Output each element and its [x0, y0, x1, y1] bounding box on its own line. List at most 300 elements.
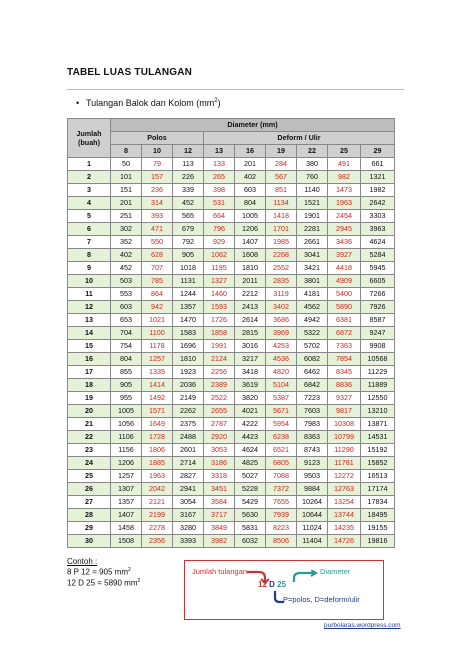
diameter-header: Diameter (mm)	[111, 119, 395, 132]
row-count-cell: 17	[68, 366, 111, 379]
row-count-cell: 23	[68, 444, 111, 457]
area-cell: 5387	[266, 392, 297, 405]
area-cell: 14531	[361, 431, 395, 444]
area-cell: 1257	[111, 470, 142, 483]
area-cell: 7854	[328, 353, 361, 366]
row-count-cell: 22	[68, 431, 111, 444]
area-cell: 1963	[142, 470, 173, 483]
diameter-col-header: 19	[266, 145, 297, 158]
area-cell: 1583	[173, 327, 204, 340]
area-cell: 2945	[328, 223, 361, 236]
area-cell: 2714	[173, 457, 204, 470]
area-cell: 1021	[142, 314, 173, 327]
area-cell: 1327	[204, 275, 235, 288]
table-row	[68, 223, 395, 236]
area-cell: 1885	[142, 457, 173, 470]
area-cell: 5671	[266, 405, 297, 418]
area-cell: 1056	[111, 418, 142, 431]
deform-header: Deform / Ulir	[204, 132, 395, 145]
area-cell: 11404	[297, 535, 328, 548]
row-count-cell: 29	[68, 522, 111, 535]
area-cell: 1492	[142, 392, 173, 405]
page-title: TABEL LUAS TULANGAN	[67, 67, 193, 78]
row-count-cell: 21	[68, 418, 111, 431]
area-cell: 8223	[266, 522, 297, 535]
row-count-cell: 26	[68, 483, 111, 496]
table-row	[68, 327, 395, 340]
area-cell: 1728	[142, 431, 173, 444]
row-count-cell: 16	[68, 353, 111, 366]
diameter-row	[68, 145, 395, 158]
area-cell: 1810	[173, 353, 204, 366]
row-count-cell: 8	[68, 249, 111, 262]
area-cell: 2815	[235, 327, 266, 340]
area-cell: 4418	[328, 262, 361, 275]
area-cell: 804	[111, 353, 142, 366]
area-cell: 3584	[204, 496, 235, 509]
row-count-cell: 1	[68, 158, 111, 171]
area-cell: 2552	[266, 262, 297, 275]
legend-code-type: D	[269, 580, 275, 589]
subtitle-sup: 2	[214, 98, 218, 104]
table-row	[68, 275, 395, 288]
area-cell: 9884	[297, 483, 328, 496]
area-cell: 251	[111, 210, 142, 223]
area-cell: 201	[235, 158, 266, 171]
legend-diameter: Diameter	[320, 567, 351, 576]
area-cell: 1696	[173, 340, 204, 353]
area-cell: 491	[328, 158, 361, 171]
area-cell: 1726	[204, 314, 235, 327]
area-cell: 1257	[142, 353, 173, 366]
polos-header: Polos	[111, 132, 204, 145]
area-cell: 1923	[173, 366, 204, 379]
area-cell: 1473	[328, 184, 361, 197]
area-cell: 942	[142, 301, 173, 314]
jumlah-header	[68, 119, 111, 158]
area-cell: 7266	[361, 288, 395, 301]
area-cell: 2642	[361, 197, 395, 210]
area-cell: 6082	[297, 353, 328, 366]
area-cell: 785	[142, 275, 173, 288]
area-cell: 1458	[111, 522, 142, 535]
area-cell: 5284	[361, 249, 395, 262]
row-count-cell: 11	[68, 288, 111, 301]
area-cell: 1806	[142, 444, 173, 457]
area-cell: 1407	[111, 509, 142, 522]
area-cell: 7655	[266, 496, 297, 509]
row-count-cell: 28	[68, 509, 111, 522]
area-cell: 679	[173, 223, 204, 236]
area-cell: 503	[111, 275, 142, 288]
area-cell: 16513	[361, 470, 395, 483]
area-cell: 1858	[204, 327, 235, 340]
area-cell: 2827	[173, 470, 204, 483]
area-cell: 3280	[173, 522, 204, 535]
diameter-col-header: 12	[173, 145, 204, 158]
row-count-cell: 24	[68, 457, 111, 470]
row-count-cell: 3	[68, 184, 111, 197]
area-cell: 11781	[328, 457, 361, 470]
arrow-diameter-icon	[289, 570, 319, 584]
area-cell: 2522	[204, 392, 235, 405]
area-cell: 1206	[111, 457, 142, 470]
area-cell: 3619	[235, 379, 266, 392]
area-cell: 19816	[361, 535, 395, 548]
table-row	[68, 457, 395, 470]
area-cell: 1460	[204, 288, 235, 301]
table-row	[68, 197, 395, 210]
jumlah-label: Jumlah	[76, 129, 102, 138]
area-cell: 5228	[235, 483, 266, 496]
row-count-cell: 2	[68, 171, 111, 184]
area-cell: 13254	[328, 496, 361, 509]
area-cell: 7363	[328, 340, 361, 353]
area-cell: 5702	[297, 340, 328, 353]
table-body	[68, 158, 395, 548]
area-cell: 603	[235, 184, 266, 197]
area-cell: 1407	[235, 236, 266, 249]
area-cell: 1106	[111, 431, 142, 444]
table-row	[68, 379, 395, 392]
area-cell: 1418	[266, 210, 297, 223]
area-cell: 452	[111, 262, 142, 275]
notation-legend	[184, 560, 384, 620]
table-row	[68, 353, 395, 366]
area-cell: 3969	[266, 327, 297, 340]
table-row	[68, 184, 395, 197]
area-cell: 302	[111, 223, 142, 236]
area-cell: 12272	[328, 470, 361, 483]
area-cell: 8345	[328, 366, 361, 379]
area-cell: 3016	[235, 340, 266, 353]
area-cell: 284	[266, 158, 297, 171]
area-cell: 398	[204, 184, 235, 197]
row-count-cell: 20	[68, 405, 111, 418]
area-cell: 8743	[297, 444, 328, 457]
area-cell: 3393	[173, 535, 204, 548]
area-cell: 2199	[142, 509, 173, 522]
area-cell: 11290	[328, 444, 361, 457]
table-row	[68, 522, 395, 535]
area-cell: 2389	[204, 379, 235, 392]
area-cell: 1608	[235, 249, 266, 262]
area-cell: 1195	[204, 262, 235, 275]
area-cell: 1005	[235, 210, 266, 223]
area-cell: 5322	[297, 327, 328, 340]
row-count-cell: 6	[68, 223, 111, 236]
table-row	[68, 418, 395, 431]
area-cell: 905	[111, 379, 142, 392]
area-cell: 133	[204, 158, 235, 171]
row-count-cell: 27	[68, 496, 111, 509]
area-cell: 8506	[266, 535, 297, 548]
table-row	[68, 314, 395, 327]
row-count-cell: 18	[68, 379, 111, 392]
area-cell: 1134	[266, 197, 297, 210]
area-cell: 3801	[297, 275, 328, 288]
area-cell: 4624	[361, 236, 395, 249]
area-cell: 393	[142, 210, 173, 223]
row-count-cell: 13	[68, 314, 111, 327]
area-cell: 8587	[361, 314, 395, 327]
row-count-cell: 30	[68, 535, 111, 548]
area-cell: 7939	[266, 509, 297, 522]
area-cell: 15192	[361, 444, 395, 457]
area-cell: 4562	[297, 301, 328, 314]
area-cell: 804	[235, 197, 266, 210]
area-cell: 565	[173, 210, 204, 223]
example-line-1	[67, 566, 140, 577]
legend-code-n: 12	[258, 580, 267, 589]
area-cell: 1991	[204, 340, 235, 353]
area-cell: 7223	[297, 392, 328, 405]
area-cell: 9817	[328, 405, 361, 418]
area-cell: 2488	[173, 431, 204, 444]
area-cell: 3717	[204, 509, 235, 522]
area-cell: 1307	[111, 483, 142, 496]
table-row	[68, 171, 395, 184]
area-cell: 380	[297, 158, 328, 171]
table-row	[68, 496, 395, 509]
diameter-col-header: 29	[361, 145, 395, 158]
table-row	[68, 262, 395, 275]
area-cell: 3963	[361, 223, 395, 236]
area-cell: 792	[173, 236, 204, 249]
area-cell: 10799	[328, 431, 361, 444]
area-cell: 4909	[328, 275, 361, 288]
area-cell: 2614	[235, 314, 266, 327]
area-cell: 13871	[361, 418, 395, 431]
area-cell: 2036	[173, 379, 204, 392]
area-cell: 2835	[266, 275, 297, 288]
area-cell: 471	[142, 223, 173, 236]
area-cell: 2655	[204, 405, 235, 418]
area-cell: 2149	[173, 392, 204, 405]
example-line-2	[67, 577, 140, 588]
table-row	[68, 158, 395, 171]
area-cell: 314	[142, 197, 173, 210]
area-cell: 10308	[328, 418, 361, 431]
area-cell: 1593	[204, 301, 235, 314]
area-cell: 1178	[142, 340, 173, 353]
area-cell: 226	[173, 171, 204, 184]
area-cell: 3849	[204, 522, 235, 535]
area-cell: 1521	[297, 197, 328, 210]
area-cell: 982	[328, 171, 361, 184]
table-row	[68, 366, 395, 379]
area-cell: 2920	[204, 431, 235, 444]
area-cell: 855	[111, 366, 142, 379]
area-cell: 6605	[361, 275, 395, 288]
area-cell: 3686	[266, 314, 297, 327]
diameter-col-header: 22	[297, 145, 328, 158]
area-cell: 704	[111, 327, 142, 340]
area-cell: 3186	[204, 457, 235, 470]
area-cell: 9908	[361, 340, 395, 353]
area-cell: 4181	[297, 288, 328, 301]
area-cell: 201	[111, 197, 142, 210]
row-count-cell: 25	[68, 470, 111, 483]
area-cell: 1321	[361, 171, 395, 184]
area-cell: 50	[111, 158, 142, 171]
area-cell: 3318	[204, 470, 235, 483]
area-cell: 17834	[361, 496, 395, 509]
area-cell: 7603	[297, 405, 328, 418]
area-cell: 7088	[266, 470, 297, 483]
area-cell: 5831	[235, 522, 266, 535]
area-cell: 6805	[266, 457, 297, 470]
table-row	[68, 210, 395, 223]
area-cell: 3041	[297, 249, 328, 262]
area-cell: 2356	[142, 535, 173, 548]
area-cell: 2941	[173, 483, 204, 496]
area-cell: 2262	[173, 405, 204, 418]
area-cell: 10644	[297, 509, 328, 522]
area-cell: 1982	[361, 184, 395, 197]
table-row	[68, 431, 395, 444]
area-cell: 1357	[111, 496, 142, 509]
section-subtitle	[76, 98, 221, 108]
area-cell: 1357	[173, 301, 204, 314]
area-cell: 5429	[235, 496, 266, 509]
area-cell: 2212	[235, 288, 266, 301]
subtitle-close: )	[217, 98, 221, 108]
table-row	[68, 470, 395, 483]
example-sup-2: 2	[137, 577, 141, 584]
area-cell: 10568	[361, 353, 395, 366]
area-cell: 3820	[235, 392, 266, 405]
area-cell: 8363	[297, 431, 328, 444]
area-cell: 7983	[297, 418, 328, 431]
table-row	[68, 236, 395, 249]
area-cell: 1244	[173, 288, 204, 301]
area-cell: 5890	[328, 301, 361, 314]
row-count-cell: 14	[68, 327, 111, 340]
area-cell: 1005	[111, 405, 142, 418]
area-cell: 2011	[235, 275, 266, 288]
area-cell: 352	[111, 236, 142, 249]
area-cell: 2268	[266, 249, 297, 262]
area-cell: 6032	[235, 535, 266, 548]
area-cell: 4624	[235, 444, 266, 457]
area-cell: 2256	[204, 366, 235, 379]
area-cell: 6872	[328, 327, 361, 340]
diameter-col-header: 8	[111, 145, 142, 158]
example-sup-1: 2	[128, 567, 131, 573]
area-cell: 14235	[328, 522, 361, 535]
row-count-cell: 5	[68, 210, 111, 223]
area-cell: 796	[204, 223, 235, 236]
area-cell: 4825	[235, 457, 266, 470]
area-cell: 3053	[204, 444, 235, 457]
row-count-cell: 9	[68, 262, 111, 275]
area-cell: 1414	[142, 379, 173, 392]
table-row	[68, 340, 395, 353]
area-cell: 12550	[361, 392, 395, 405]
area-cell: 905	[173, 249, 204, 262]
rebar-area-table	[67, 118, 395, 548]
area-cell: 531	[204, 197, 235, 210]
area-cell: 851	[266, 184, 297, 197]
area-cell: 5954	[266, 418, 297, 431]
area-cell: 1100	[142, 327, 173, 340]
area-cell: 567	[266, 171, 297, 184]
area-cell: 3421	[297, 262, 328, 275]
area-cell: 11024	[297, 522, 328, 535]
area-cell: 402	[111, 249, 142, 262]
area-cell: 3436	[328, 236, 361, 249]
area-cell: 8836	[328, 379, 361, 392]
area-cell: 5630	[235, 509, 266, 522]
area-cell: 339	[173, 184, 204, 197]
area-cell: 4536	[266, 353, 297, 366]
area-cell: 603	[111, 301, 142, 314]
area-cell: 6462	[297, 366, 328, 379]
row-count-cell: 7	[68, 236, 111, 249]
area-cell: 113	[173, 158, 204, 171]
area-cell: 236	[142, 184, 173, 197]
row-count-cell: 19	[68, 392, 111, 405]
area-cell: 14726	[328, 535, 361, 548]
area-cell: 17174	[361, 483, 395, 496]
area-cell: 2281	[297, 223, 328, 236]
footer-link[interactable]: purbolaras.wordpress.com	[324, 622, 401, 629]
area-cell: 4253	[266, 340, 297, 353]
table-row	[68, 392, 395, 405]
table-row	[68, 288, 395, 301]
area-cell: 1062	[204, 249, 235, 262]
area-cell: 2454	[328, 210, 361, 223]
area-cell: 5027	[235, 470, 266, 483]
area-cell: 1508	[111, 535, 142, 548]
area-cell: 13744	[328, 509, 361, 522]
area-cell: 11229	[361, 366, 395, 379]
area-cell: 754	[111, 340, 142, 353]
area-cell: 4820	[266, 366, 297, 379]
table-row	[68, 509, 395, 522]
row-count-cell: 12	[68, 301, 111, 314]
area-cell: 7926	[361, 301, 395, 314]
area-cell: 3418	[235, 366, 266, 379]
area-cell: 5400	[328, 288, 361, 301]
area-cell: 1963	[328, 197, 361, 210]
area-cell: 1571	[142, 405, 173, 418]
area-cell: 9123	[297, 457, 328, 470]
area-cell: 3451	[204, 483, 235, 496]
example-line-2-text: 12 D 25 = 5890 mm	[67, 578, 138, 588]
area-cell: 5945	[361, 262, 395, 275]
legend-code-d: 25	[277, 580, 287, 589]
area-cell: 6238	[266, 431, 297, 444]
table-row	[68, 249, 395, 262]
area-cell: 628	[142, 249, 173, 262]
example-block	[67, 557, 140, 587]
table-row	[68, 405, 395, 418]
area-cell: 11889	[361, 379, 395, 392]
diameter-col-header: 13	[204, 145, 235, 158]
legend-jumlah: Jumlah tulangan	[192, 567, 248, 576]
area-cell: 3982	[204, 535, 235, 548]
area-cell: 3217	[235, 353, 266, 366]
table-row	[68, 535, 395, 548]
diameter-col-header: 25	[328, 145, 361, 158]
area-cell: 553	[111, 288, 142, 301]
table-row	[68, 483, 395, 496]
area-cell: 1206	[235, 223, 266, 236]
subtitle-text: Tulangan Balok dan Kolom (mm	[86, 98, 215, 108]
area-cell: 2124	[204, 353, 235, 366]
